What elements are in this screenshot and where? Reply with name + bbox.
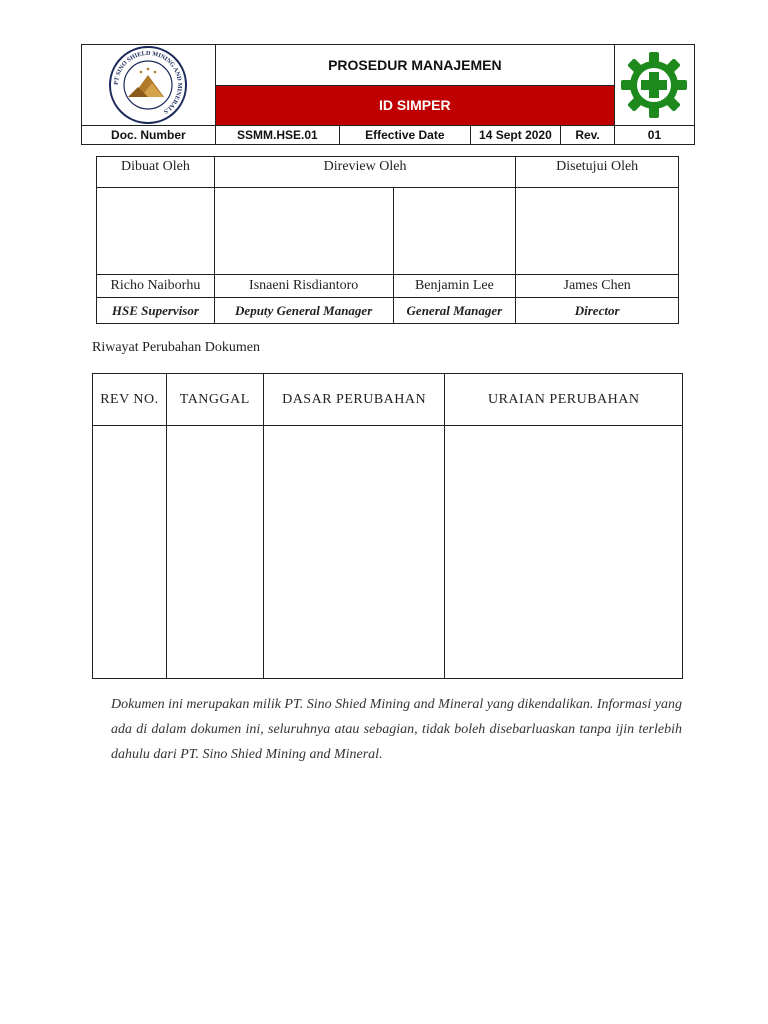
signer-role: Director: [516, 298, 679, 324]
signature-box: [516, 188, 679, 275]
signer-role: HSE Supervisor: [97, 298, 215, 324]
signature-box: [214, 188, 393, 275]
signer-role: Deputy General Manager: [214, 298, 393, 324]
signer-name: James Chen: [516, 275, 679, 298]
document-banner: ID SIMPER: [215, 85, 614, 126]
signer-name: Isnaeni Risdiantoro: [214, 275, 393, 298]
history-cell: [166, 426, 263, 679]
column-header-date: TANGGAL: [166, 374, 263, 426]
document-title: PROSEDUR MANAJEMEN: [215, 45, 614, 86]
signature-box: [393, 188, 516, 275]
column-header-change-basis: DASAR PERUBAHAN: [263, 374, 445, 426]
signer-name: Richo Naiborhu: [97, 275, 215, 298]
doc-number-value: SSMM.HSE.01: [215, 126, 339, 145]
effective-date-label: Effective Date: [340, 126, 471, 145]
history-cell: [445, 426, 683, 679]
logo-text: PT SINO SHIELD MINING AND MINERALS: [113, 49, 184, 115]
safety-logo-cell: [614, 45, 694, 126]
column-header-change-description: URAIAN PERUBAHAN: [445, 374, 683, 426]
company-logo: [108, 45, 188, 125]
history-cell: [93, 426, 167, 679]
document-header: [81, 44, 695, 145]
column-header-rev-no: REV NO.: [93, 374, 167, 426]
rev-label: Rev.: [561, 126, 615, 145]
history-section-label: Riwayat Perubahan Dokumen: [92, 340, 260, 355]
confidentiality-notice: Dokumen ini merupakan milik PT. Sino Shied Mining and Mineral yang dikendalikan. Informasi yang ada di dalam dokumen ini, seluruhnya atau sebagian, tidak boleh disebarluaskan tanpa ijin terlebih dahulu dari PT. Sino Shied Mining and Mineral.: [111, 697, 682, 762]
doc-number-label: Doc. Number: [82, 126, 216, 145]
reviewed-by-header: Direview Oleh: [214, 157, 515, 188]
signer-name: Benjamin Lee: [393, 275, 516, 298]
company-logo-cell: [82, 45, 216, 126]
approved-by-header: Disetujui Oleh: [516, 157, 679, 188]
signature-box: [97, 188, 215, 275]
green-gear-cross-icon: [620, 51, 688, 119]
signer-role: General Manager: [393, 298, 516, 324]
effective-date-value: 14 Sept 2020: [470, 126, 561, 145]
rev-value: 01: [614, 126, 694, 145]
revision-history-table: [92, 373, 683, 679]
made-by-header: Dibuat Oleh: [97, 157, 215, 188]
history-cell: [263, 426, 445, 679]
approval-table: [96, 156, 679, 324]
